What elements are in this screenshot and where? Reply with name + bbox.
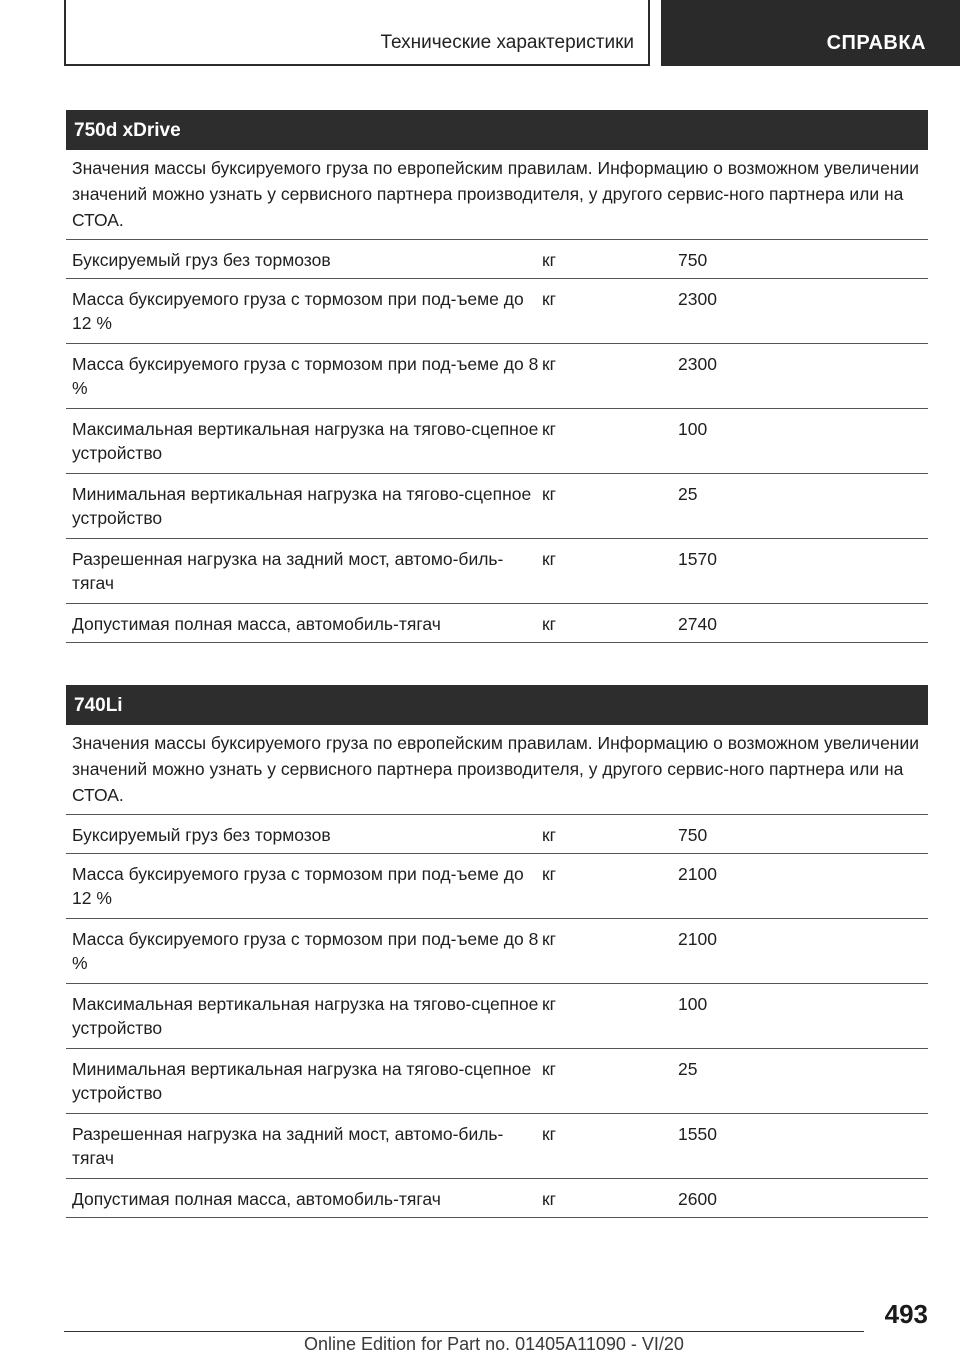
table-row	[66, 854, 928, 919]
spec-section-750d	[66, 110, 928, 643]
section-description: Значения массы буксируемого груза по европейским правилам. Информацию о возможном увеличении значений можно узнать у сервисного партнера производителя, у другого сервис‐ного партнера или на СТОА.	[66, 150, 928, 240]
row-unit: кг	[542, 419, 557, 439]
row-unit: кг	[542, 549, 557, 569]
row-label: Масса буксируемого груза с тормозом при под‐ъеме до 12 %	[72, 289, 524, 333]
table-row	[66, 815, 928, 854]
row-label: Минимальная вертикальная нагрузка на тягово‐сцепное устройство	[72, 1059, 532, 1103]
footer-divider	[64, 1331, 864, 1332]
table-row	[66, 1114, 928, 1179]
table-row	[66, 984, 928, 1049]
header-section-label: СПРАВКА	[826, 32, 926, 54]
row-value: 100	[678, 994, 708, 1014]
table-row	[66, 279, 928, 344]
row-label: Допустимая полная масса, автомобиль-тягач	[72, 1189, 441, 1209]
section-title: 750d xDrive	[66, 110, 928, 150]
row-label: Минимальная вертикальная нагрузка на тягово‐сцепное устройство	[72, 484, 532, 528]
row-unit: кг	[542, 994, 557, 1014]
row-value: 2100	[678, 864, 717, 884]
section-description: Значения массы буксируемого груза по европейским правилам. Информацию о возможном увеличении значений можно узнать у сервисного партнера производителя, у другого сервис‐ного партнера или на СТОА.	[66, 725, 928, 815]
row-unit: кг	[542, 289, 557, 309]
row-unit: кг	[542, 484, 557, 504]
table-row	[66, 474, 928, 539]
row-value: 1570	[678, 549, 717, 569]
row-value: 2100	[678, 929, 717, 949]
header-subtitle: Технические характеристики	[380, 32, 634, 53]
row-label: Масса буксируемого груза с тормозом при под‐ъеме до 8 %	[72, 929, 539, 973]
row-label: Разрешенная нагрузка на задний мост, автомо‐биль-тягач	[72, 1124, 504, 1168]
row-label: Масса буксируемого груза с тормозом при под‐ъеме до 8 %	[72, 354, 539, 398]
row-unit: кг	[542, 825, 557, 845]
row-value: 750	[678, 825, 708, 845]
table-row	[66, 539, 928, 604]
row-value: 750	[678, 250, 708, 270]
row-label: Максимальная вертикальная нагрузка на тягово‐сцепное устройство	[72, 994, 539, 1038]
table-row	[66, 240, 928, 279]
row-value: 2600	[678, 1189, 717, 1209]
spec-section-740li	[66, 685, 928, 1218]
row-value: 25	[678, 1059, 698, 1079]
row-value: 100	[678, 419, 708, 439]
header-title-box	[64, 0, 650, 66]
table-row	[66, 1049, 928, 1114]
page-number: 493	[884, 1299, 928, 1329]
table-row	[66, 1179, 928, 1218]
row-unit: кг	[542, 1189, 557, 1209]
row-label: Буксируемый груз без тормозов	[72, 825, 331, 845]
row-value: 1550	[678, 1124, 717, 1144]
row-label: Максимальная вертикальная нагрузка на тягово‐сцепное устройство	[72, 419, 539, 463]
row-label: Буксируемый груз без тормозов	[72, 250, 331, 270]
row-unit: кг	[542, 614, 557, 634]
row-unit: кг	[542, 1124, 557, 1144]
row-label: Разрешенная нагрузка на задний мост, автомо‐биль-тягач	[72, 549, 504, 593]
row-unit: кг	[542, 354, 557, 374]
row-unit: кг	[542, 864, 557, 884]
row-label: Масса буксируемого груза с тормозом при под‐ъеме до 12 %	[72, 864, 524, 908]
row-value: 2300	[678, 289, 717, 309]
row-unit: кг	[542, 250, 557, 270]
row-value: 2300	[678, 354, 717, 374]
section-title: 740Li	[66, 685, 928, 725]
header-section-badge	[661, 0, 960, 66]
row-unit: кг	[542, 1059, 557, 1079]
table-row	[66, 344, 928, 409]
row-label: Допустимая полная масса, автомобиль-тягач	[72, 614, 441, 634]
footer-edition: Online Edition for Part no. 01405A11090 - VI/20	[304, 1334, 684, 1354]
table-row	[66, 919, 928, 984]
row-value: 25	[678, 484, 698, 504]
row-value: 2740	[678, 614, 717, 634]
table-row	[66, 409, 928, 474]
table-row	[66, 604, 928, 643]
row-unit: кг	[542, 929, 557, 949]
